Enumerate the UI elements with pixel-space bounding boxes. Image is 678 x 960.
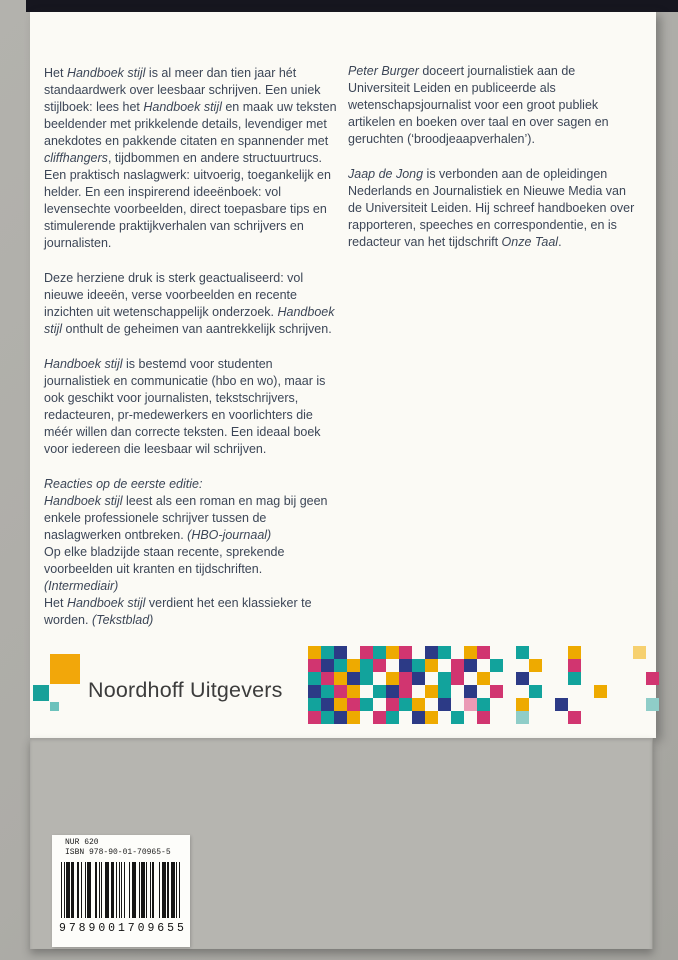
mosaic-cell bbox=[620, 711, 633, 724]
mosaic-cell bbox=[568, 672, 581, 685]
text: doceert journalistiek aan de Universiteit Leiden en publiceerde als wetenschapsjournalist voor een groot publiek artikelen en boeken over taal en over sagen en geruchten (‘broodjeaapverhalen’). bbox=[348, 64, 609, 146]
mosaic-cell bbox=[308, 659, 321, 672]
barcode-digit: 9 bbox=[88, 922, 96, 935]
mosaic-cell bbox=[321, 659, 334, 672]
mosaic-cell bbox=[646, 711, 659, 724]
mosaic-cell bbox=[581, 698, 594, 711]
mosaic-cell bbox=[503, 646, 516, 659]
italic-text: Handboek stijl bbox=[44, 357, 123, 371]
mosaic-cell bbox=[477, 711, 490, 724]
mosaic-cell bbox=[464, 659, 477, 672]
mosaic-pattern bbox=[308, 646, 659, 724]
mosaic-cell bbox=[555, 672, 568, 685]
mosaic-cell bbox=[581, 711, 594, 724]
mosaic-cell bbox=[516, 711, 529, 724]
mosaic-cell bbox=[386, 672, 399, 685]
mosaic-cell bbox=[477, 685, 490, 698]
italic-text: Handboek stijl bbox=[44, 494, 123, 508]
mosaic-cell bbox=[568, 659, 581, 672]
mosaic-cell bbox=[373, 698, 386, 711]
mosaic-cell bbox=[594, 711, 607, 724]
mosaic-cell bbox=[490, 685, 503, 698]
nur-code: NUR 620 bbox=[65, 838, 99, 847]
mosaic-cell bbox=[399, 672, 412, 685]
mosaic-cell bbox=[516, 646, 529, 659]
mosaic-cell bbox=[347, 685, 360, 698]
mosaic-cell bbox=[568, 646, 581, 659]
barcode-bar bbox=[179, 862, 180, 918]
text: leest als een roman en mag bij geen enkele professionele schrijver tussen de naslagwerken ontbreken. bbox=[44, 494, 328, 542]
italic-text: (Tekstblad) bbox=[91, 613, 154, 627]
mosaic-cell bbox=[607, 698, 620, 711]
mosaic-cell bbox=[321, 646, 334, 659]
italic-text: Handboek stijl bbox=[44, 305, 335, 336]
mosaic-cell bbox=[386, 659, 399, 672]
text: en maak uw teksten beeldender met prikkelende details, levendiger met anekdotes en pakkende citaten en spannender met bbox=[44, 100, 337, 148]
barcode-digit: 0 bbox=[98, 922, 106, 935]
mosaic-cell bbox=[425, 698, 438, 711]
mosaic-cell bbox=[334, 672, 347, 685]
mosaic-cell bbox=[477, 659, 490, 672]
barcode-digit: 6 bbox=[157, 922, 165, 935]
text: Op elke bladzijde staan recente, sprekende voorbeelden uit kranten en tijdschriften. bbox=[44, 545, 285, 576]
mosaic-cell bbox=[529, 685, 542, 698]
mosaic-cell bbox=[334, 685, 347, 698]
mosaic-cell bbox=[529, 672, 542, 685]
mosaic-cell bbox=[529, 659, 542, 672]
mosaic-cell bbox=[490, 646, 503, 659]
mosaic-cell bbox=[321, 698, 334, 711]
mosaic-cell bbox=[412, 698, 425, 711]
barcode-digit: 7 bbox=[68, 922, 76, 935]
logo-orange-square bbox=[50, 654, 80, 684]
mosaic-cell bbox=[542, 659, 555, 672]
mosaic-cell bbox=[490, 711, 503, 724]
mosaic-cell bbox=[620, 698, 633, 711]
text: is al meer dan tien jaar hét standaardwerk over leesbaar schrijven. Een uniek stijlboek: lees het bbox=[44, 66, 321, 114]
mosaic-cell bbox=[451, 672, 464, 685]
mosaic-cell bbox=[594, 659, 607, 672]
mosaic-cell bbox=[633, 646, 646, 659]
mosaic-cell bbox=[646, 646, 659, 659]
mosaic-cell bbox=[542, 646, 555, 659]
mosaic-cell bbox=[308, 646, 321, 659]
mosaic-cell bbox=[360, 672, 373, 685]
mosaic-cell bbox=[399, 646, 412, 659]
paragraph-edition bbox=[44, 270, 337, 338]
text: is verbonden aan de opleidingen Nederlands en Journalistiek en Nieuwe Media van de Universiteit Leiden. Hij schreef handboeken over rapporteren, speeches en correspondentie, en is redacteur van het tijdschrift bbox=[348, 167, 635, 249]
ean-barcode bbox=[61, 862, 181, 918]
mosaic-cell bbox=[503, 685, 516, 698]
barcode-digit: 0 bbox=[137, 922, 145, 935]
mosaic-cell bbox=[386, 646, 399, 659]
mosaic-cell bbox=[529, 711, 542, 724]
ean-barcode-digits bbox=[59, 922, 184, 935]
mosaic-cell bbox=[542, 711, 555, 724]
barcode-digit: 9 bbox=[59, 922, 66, 935]
italic-text: Jaap de Jong bbox=[348, 167, 424, 181]
mosaic-cell bbox=[386, 685, 399, 698]
mosaic-cell bbox=[555, 685, 568, 698]
mosaic-cell bbox=[347, 711, 360, 724]
mosaic-cell bbox=[542, 672, 555, 685]
mosaic-cell bbox=[425, 685, 438, 698]
mosaic-cell bbox=[464, 698, 477, 711]
mosaic-cell bbox=[412, 711, 425, 724]
italic-text: Handboek stijl bbox=[143, 100, 222, 114]
mosaic-cell bbox=[334, 646, 347, 659]
mosaic-cell bbox=[425, 672, 438, 685]
mosaic-cell bbox=[321, 672, 334, 685]
mosaic-cell bbox=[503, 698, 516, 711]
mosaic-cell bbox=[451, 685, 464, 698]
mosaic-cell bbox=[412, 659, 425, 672]
mosaic-cell bbox=[542, 698, 555, 711]
mosaic-cell bbox=[334, 698, 347, 711]
mosaic-cell bbox=[399, 711, 412, 724]
mosaic-cell bbox=[373, 672, 386, 685]
barcode-digit: 5 bbox=[176, 922, 184, 935]
mosaic-cell bbox=[347, 646, 360, 659]
mosaic-cell bbox=[477, 672, 490, 685]
mosaic-cell bbox=[464, 672, 477, 685]
mosaic-cell bbox=[334, 711, 347, 724]
mosaic-cell bbox=[568, 711, 581, 724]
publisher-name: Noordhoff Uitgevers bbox=[88, 678, 283, 702]
barcode-digit: 9 bbox=[147, 922, 155, 935]
mosaic-cell bbox=[399, 685, 412, 698]
mosaic-cell bbox=[464, 685, 477, 698]
mosaic-cell bbox=[568, 698, 581, 711]
authors-right-column bbox=[348, 63, 640, 269]
mosaic-cell bbox=[633, 672, 646, 685]
mosaic-cell bbox=[620, 685, 633, 698]
mosaic-cell bbox=[360, 685, 373, 698]
text: Het bbox=[44, 596, 67, 610]
mosaic-cell bbox=[321, 685, 334, 698]
mosaic-cell bbox=[412, 685, 425, 698]
mosaic-cell bbox=[516, 698, 529, 711]
mosaic-cell bbox=[308, 698, 321, 711]
logo-teal-small-square bbox=[50, 702, 59, 711]
mosaic-cell bbox=[594, 646, 607, 659]
logo-teal-square bbox=[33, 685, 49, 701]
text: verdient het een klassieker te worden. bbox=[44, 596, 312, 627]
italic-text: Handboek stijl bbox=[66, 66, 146, 80]
mosaic-cell bbox=[529, 646, 542, 659]
mosaic-cell bbox=[308, 711, 321, 724]
paragraph-author-peter-burger bbox=[348, 63, 640, 148]
mosaic-cell bbox=[490, 698, 503, 711]
mosaic-cell bbox=[438, 659, 451, 672]
mosaic-cell bbox=[633, 685, 646, 698]
mosaic-cell bbox=[633, 698, 646, 711]
italic-text: Peter Burger bbox=[348, 64, 419, 78]
paragraph-intro bbox=[44, 65, 337, 252]
mosaic-cell bbox=[555, 659, 568, 672]
text: onthult de geheimen van aantrekkelijk schrijven. bbox=[62, 322, 332, 336]
barcode-panel bbox=[52, 835, 190, 947]
mosaic-cell bbox=[503, 711, 516, 724]
mosaic-cell bbox=[399, 659, 412, 672]
mosaic-cell bbox=[516, 672, 529, 685]
mosaic-cell bbox=[620, 672, 633, 685]
mosaic-cell bbox=[477, 698, 490, 711]
barcode-digit: 7 bbox=[127, 922, 135, 935]
paragraph-author-jaap-de-jong bbox=[348, 166, 640, 251]
mosaic-cell bbox=[581, 685, 594, 698]
mosaic-cell bbox=[607, 659, 620, 672]
mosaic-cell bbox=[373, 711, 386, 724]
barcode-digit: 5 bbox=[167, 922, 175, 935]
mosaic-cell bbox=[451, 711, 464, 724]
mosaic-cell bbox=[607, 672, 620, 685]
mosaic-cell bbox=[607, 646, 620, 659]
mosaic-cell bbox=[477, 646, 490, 659]
back-cover bbox=[30, 12, 656, 738]
mosaic-cell bbox=[386, 698, 399, 711]
mosaic-cell bbox=[464, 646, 477, 659]
mosaic-cell bbox=[516, 659, 529, 672]
mosaic-cell bbox=[360, 698, 373, 711]
mosaic-cell bbox=[425, 659, 438, 672]
text: Het bbox=[44, 66, 67, 80]
mosaic-cell bbox=[542, 685, 555, 698]
barcode-digit: 0 bbox=[108, 922, 116, 935]
mosaic-cell bbox=[373, 685, 386, 698]
mosaic-cell bbox=[360, 659, 373, 672]
book-bottom-edge bbox=[30, 738, 653, 949]
mosaic-cell bbox=[360, 646, 373, 659]
mosaic-cell bbox=[594, 698, 607, 711]
mosaic-cell bbox=[451, 698, 464, 711]
mosaic-cell bbox=[568, 685, 581, 698]
text: , tijdbommen en andere structuurtrucs. Een praktisch naslagwerk: uitvoerig, toegankelijk en helder. En een inspirerend ideeënboek: vol levensechte voorbeelden, direct toepasbare tips en stimulerende praktijkverhalen van schrijvers en journalisten. bbox=[44, 151, 331, 250]
mosaic-cell bbox=[490, 659, 503, 672]
mosaic-cell bbox=[581, 646, 594, 659]
mosaic-cell bbox=[386, 711, 399, 724]
mosaic-cell bbox=[503, 672, 516, 685]
mosaic-cell bbox=[646, 672, 659, 685]
mosaic-cell bbox=[308, 685, 321, 698]
italic-text: cliffhangers bbox=[44, 151, 108, 165]
mosaic-cell bbox=[464, 711, 477, 724]
mosaic-cell bbox=[347, 698, 360, 711]
mosaic-cell bbox=[529, 698, 542, 711]
barcode-digit: 1 bbox=[117, 922, 125, 935]
mosaic-cell bbox=[438, 698, 451, 711]
mosaic-cell bbox=[620, 659, 633, 672]
mosaic-cell bbox=[321, 711, 334, 724]
mosaic-cell bbox=[373, 659, 386, 672]
mosaic-cell bbox=[620, 646, 633, 659]
mosaic-cell bbox=[555, 711, 568, 724]
mosaic-cell bbox=[347, 672, 360, 685]
mosaic-cell bbox=[399, 698, 412, 711]
barcode-digit: 8 bbox=[78, 922, 86, 935]
mosaic-cell bbox=[438, 685, 451, 698]
mosaic-cell bbox=[581, 672, 594, 685]
italic-text: Handboek stijl bbox=[66, 596, 146, 610]
italic-text: (HBO-journaal) bbox=[187, 528, 272, 542]
text: Deze herziene druk is sterk geactualiseerd: vol nieuwe ideeën, verse voorbeelden en recente inzichten uit wetenschappelijk onderzoek. bbox=[44, 271, 304, 319]
italic-text: (Intermediair) bbox=[44, 579, 119, 593]
mosaic-cell bbox=[451, 659, 464, 672]
mosaic-cell bbox=[594, 672, 607, 685]
mosaic-cell bbox=[581, 659, 594, 672]
mosaic-cell bbox=[607, 711, 620, 724]
mosaic-cell bbox=[594, 685, 607, 698]
mosaic-cell bbox=[425, 711, 438, 724]
mosaic-cell bbox=[412, 646, 425, 659]
blurb-left-column bbox=[44, 65, 337, 647]
mosaic-cell bbox=[373, 646, 386, 659]
mosaic-cell bbox=[412, 672, 425, 685]
text: is bestemd voor studenten journalistiek en communicatie (hbo en wo), maar is ook geschikt voor journalisten, tekstschrijvers, redacteuren, pr-medewerkers en voorlichters die méér willen dan correcte teksten. Een ideaal boek voor iedereen die leesbaar wil schrijven. bbox=[44, 357, 326, 456]
mosaic-cell bbox=[646, 659, 659, 672]
mosaic-cell bbox=[438, 711, 451, 724]
mosaic-cell bbox=[347, 659, 360, 672]
mosaic-cell bbox=[503, 659, 516, 672]
text: . bbox=[558, 235, 562, 249]
mosaic-cell bbox=[633, 711, 646, 724]
mosaic-cell bbox=[425, 646, 438, 659]
mosaic-cell bbox=[451, 646, 464, 659]
italic-text: Reacties op de eerste editie: bbox=[44, 477, 203, 491]
mosaic-cell bbox=[633, 659, 646, 672]
mosaic-cell bbox=[438, 672, 451, 685]
mosaic-cell bbox=[555, 646, 568, 659]
paragraph-audience bbox=[44, 356, 337, 458]
mosaic-cell bbox=[490, 672, 503, 685]
scan-edge-strip bbox=[26, 0, 678, 12]
mosaic-cell bbox=[646, 685, 659, 698]
mosaic-cell bbox=[646, 698, 659, 711]
mosaic-cell bbox=[308, 672, 321, 685]
italic-text: Onze Taal bbox=[501, 235, 559, 249]
mosaic-cell bbox=[438, 646, 451, 659]
mosaic-cell bbox=[555, 698, 568, 711]
isbn-number: ISBN 978-90-01-70965-5 bbox=[65, 848, 171, 857]
mosaic-cell bbox=[334, 659, 347, 672]
paragraph-reviews bbox=[44, 476, 337, 629]
mosaic-cell bbox=[360, 711, 373, 724]
mosaic-cell bbox=[516, 685, 529, 698]
mosaic-cell bbox=[607, 685, 620, 698]
